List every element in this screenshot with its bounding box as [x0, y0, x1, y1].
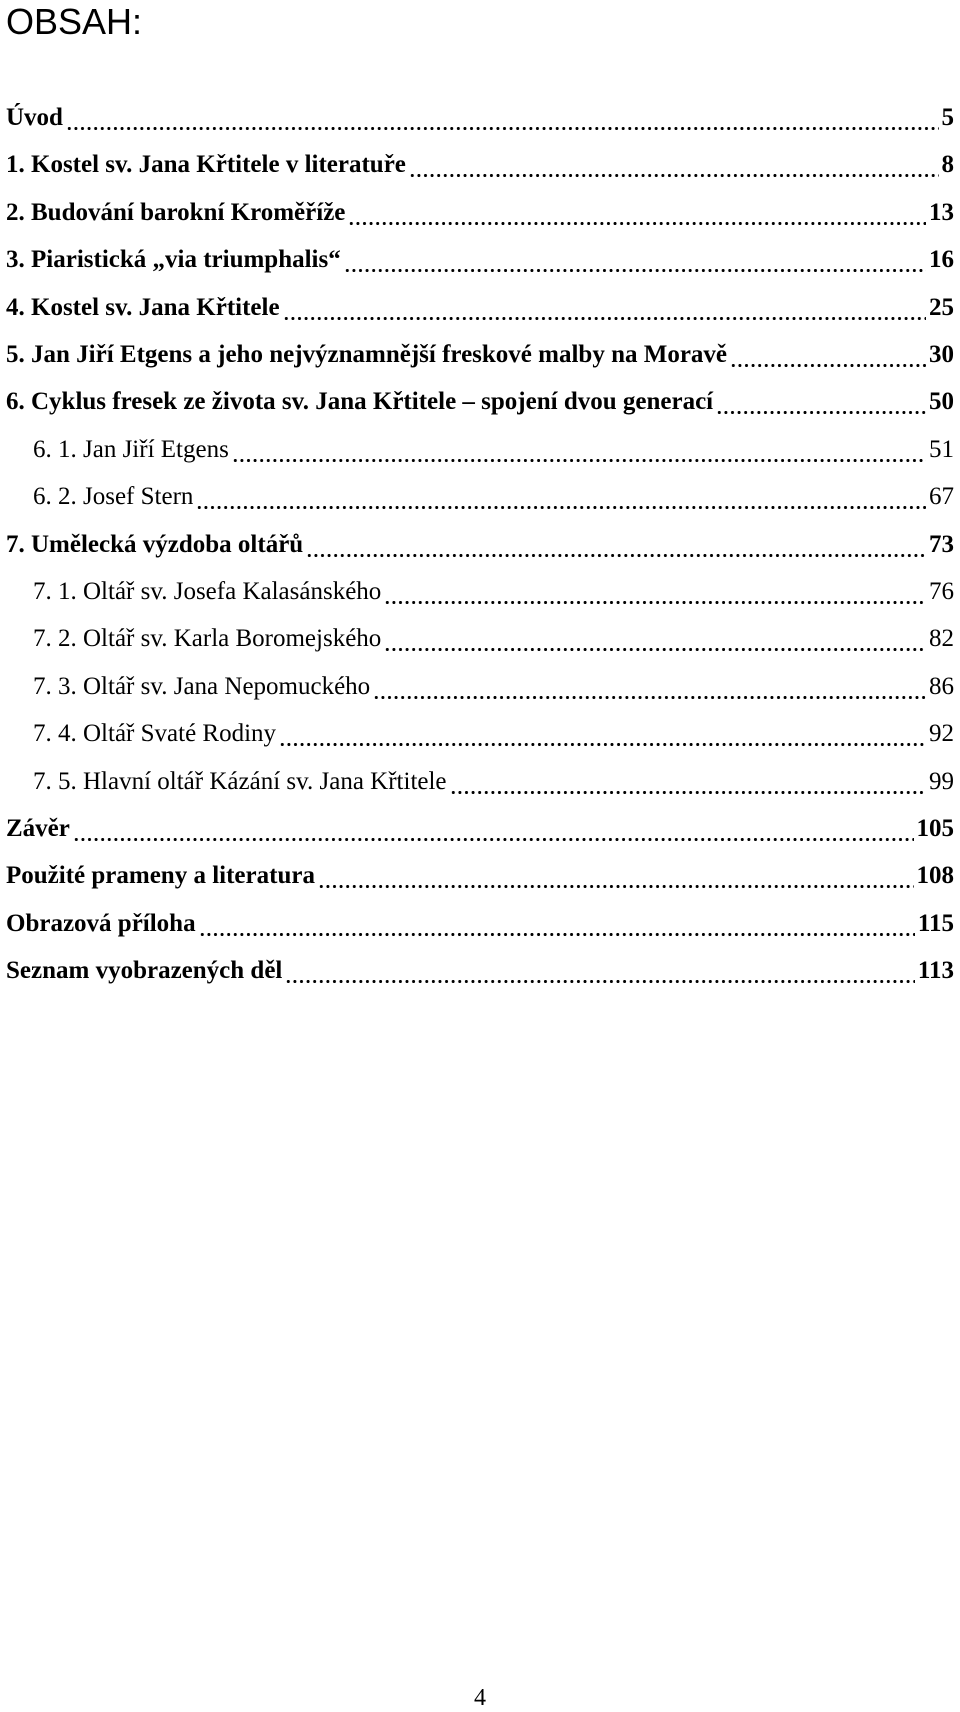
toc-heading: OBSAH:	[6, 1, 143, 42]
toc-entry-page: 13	[929, 199, 954, 226]
toc-entry-page: 67	[929, 483, 954, 510]
toc-dot-leader	[232, 432, 926, 468]
toc-entry-title: 7. 2. Oltář sv. Karla Boromejského	[33, 625, 382, 652]
toc-entry	[33, 574, 954, 610]
toc-entry	[6, 147, 954, 183]
toc-entry	[6, 953, 954, 989]
page-number: 4	[474, 1685, 486, 1711]
toc-entry-page: 51	[929, 436, 954, 463]
toc-dot-leader	[306, 527, 926, 563]
toc-entry	[33, 669, 954, 705]
toc-entry-page: 82	[929, 625, 954, 652]
toc-entry	[33, 716, 954, 752]
toc-entry	[6, 337, 954, 373]
toc-entry	[6, 811, 954, 847]
toc-entry-page: 30	[929, 341, 954, 368]
toc-dot-leader	[73, 811, 914, 847]
toc-dot-leader	[450, 764, 926, 800]
toc-entry-title: 6. 2. Josef Stern	[33, 483, 194, 510]
toc-entry	[33, 764, 954, 800]
toc-entry-page: 8	[941, 151, 954, 178]
toc-entry-title: 4. Kostel sv. Jana Křtitele	[6, 294, 280, 321]
toc-entry	[6, 858, 954, 894]
toc-entry-title: Obrazová příloha	[6, 910, 196, 937]
toc-entry-page: 73	[929, 531, 954, 558]
toc-entry-title: 2. Budování barokní Kroměříže	[6, 199, 346, 226]
toc-dot-leader	[730, 337, 926, 373]
toc-entry	[6, 242, 954, 278]
toc-dot-leader	[384, 621, 926, 657]
toc-entry-page: 25	[929, 294, 954, 321]
toc-entry	[6, 384, 954, 420]
toc-entry	[33, 432, 954, 468]
toc-entry-title: 6. Cyklus fresek ze života sv. Jana Křtitele – spojení dvou generací	[6, 388, 714, 415]
toc-entry-title: 7. 5. Hlavní oltář Kázání sv. Jana Křtitele	[33, 768, 447, 795]
toc-dot-leader	[283, 290, 926, 326]
toc-dot-leader	[348, 195, 926, 231]
toc-entry	[6, 100, 954, 136]
toc-dot-leader	[318, 858, 914, 894]
toc-entry-page: 115	[917, 910, 954, 937]
toc-dot-leader	[344, 242, 926, 278]
toc-entry-title: 1. Kostel sv. Jana Křtitele v literatuře	[6, 151, 406, 178]
toc-entry	[6, 527, 954, 563]
toc-entry-page: 99	[929, 768, 954, 795]
toc-entry	[6, 906, 954, 942]
toc-entry	[6, 290, 954, 326]
toc-dot-leader	[409, 147, 939, 183]
toc-dot-leader	[373, 669, 926, 705]
toc-dot-leader	[279, 716, 926, 752]
toc-entry-page: 76	[929, 578, 954, 605]
toc-entry-title: 7. 1. Oltář sv. Josefa Kalasánského	[33, 578, 382, 605]
toc-entry-page: 86	[929, 673, 954, 700]
toc-dot-leader	[384, 574, 926, 610]
toc-dot-leader	[196, 479, 926, 515]
toc-entry-page: 108	[916, 862, 954, 889]
toc-entry-title: Seznam vyobrazených děl	[6, 957, 283, 984]
toc-dot-leader	[199, 906, 915, 942]
toc-dot-leader	[285, 953, 915, 989]
toc-entry	[33, 479, 954, 515]
toc-entry-page: 50	[929, 388, 954, 415]
toc-entry	[6, 195, 954, 231]
toc-entry-title: 3. Piaristická „via triumphalis“	[6, 246, 341, 273]
toc-entry	[33, 621, 954, 657]
toc-dot-leader	[716, 384, 926, 420]
toc-entry-title: 6. 1. Jan Jiří Etgens	[33, 436, 229, 463]
toc-entry-title: Úvod	[6, 104, 63, 131]
toc-entry-page: 113	[917, 957, 954, 984]
toc-entry-title: Závěr	[6, 815, 70, 842]
toc-entry-title: 5. Jan Jiří Etgens a jeho nejvýznamnější freskové malby na Moravě	[6, 341, 728, 368]
toc-entry-title: 7. Umělecká výzdoba oltářů	[6, 531, 304, 558]
toc-entry-title: 7. 3. Oltář sv. Jana Nepomuckého	[33, 673, 371, 700]
toc-dot-leader	[66, 100, 939, 136]
toc-entry-page: 16	[929, 246, 954, 273]
toc-entry-page: 105	[916, 815, 954, 842]
toc-entry-page: 5	[941, 104, 954, 131]
toc-entry-title: Použité prameny a literatura	[6, 862, 315, 889]
toc-entry-page: 92	[929, 720, 954, 747]
toc-entry-title: 7. 4. Oltář Svaté Rodiny	[33, 720, 277, 747]
